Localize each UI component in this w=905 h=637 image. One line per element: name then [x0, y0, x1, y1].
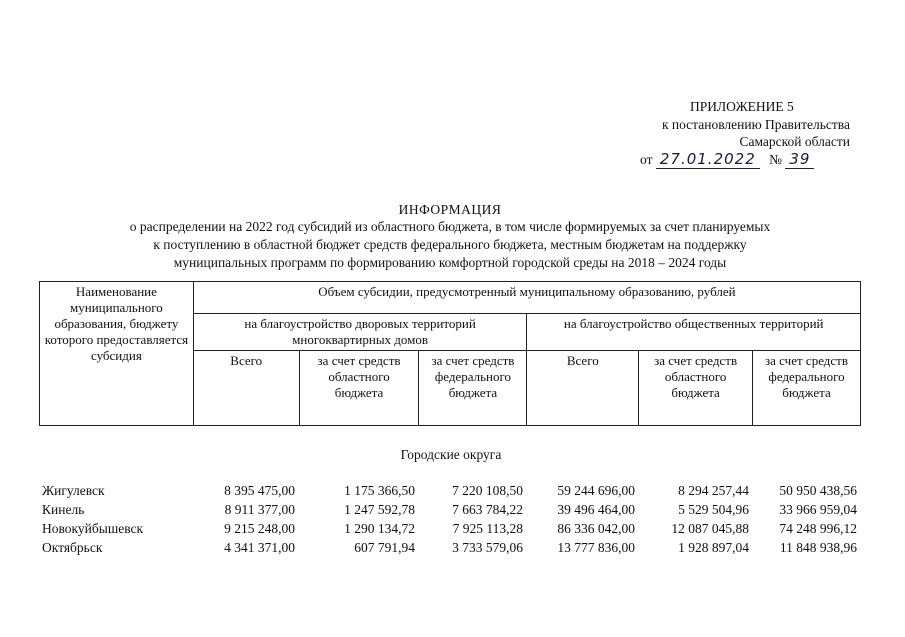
- handwritten-number: 39: [785, 150, 814, 169]
- municipality-name: Новокуйбышевск: [42, 521, 144, 536]
- appendix-resolution-line: к постановлению Правительства: [661, 117, 850, 132]
- amount-cell: 7 663 784,22: [452, 502, 523, 517]
- amount-cell: 86 336 042,00: [557, 521, 635, 536]
- amount-cell: 11 848 938,96: [779, 540, 857, 555]
- section-title: Городские округа: [400, 447, 502, 462]
- col-header-total: Всего: [527, 351, 639, 426]
- document-subtitle: [40, 218, 860, 272]
- amount-cell: 607 791,94: [354, 540, 415, 555]
- amount-cell: 8 911 377,00: [224, 502, 295, 517]
- amount-cell: 59 244 696,00: [557, 483, 635, 498]
- municipality-name: Кинель: [42, 502, 85, 517]
- data-table: [39, 481, 861, 557]
- amount-cell: 5 529 504,96: [678, 502, 749, 517]
- appendix-region-line: Самарской области: [739, 134, 850, 149]
- amount-cell: 74 248 996,12: [779, 521, 857, 536]
- col-header-regional: за счет средств областного бюджета: [299, 351, 419, 426]
- amount-cell: 7 925 113,28: [452, 521, 523, 536]
- subtitle-line: муниципальных программ по формированию комфортной городской среды на 2018 – 2024 годы: [173, 255, 727, 270]
- amount-cell: 50 950 438,56: [779, 483, 857, 498]
- table-row: [39, 538, 861, 557]
- amount-cell: 33 966 959,04: [779, 502, 857, 517]
- table-row: [39, 519, 861, 538]
- amount-cell: 1 928 897,04: [678, 540, 749, 555]
- amount-cell: 1 175 366,50: [344, 483, 415, 498]
- appendix-title: ПРИЛОЖЕНИЕ 5: [690, 99, 794, 114]
- municipality-name: Октябрьск: [42, 540, 103, 555]
- col-header-courtyards: на благоустройство дворовых территорий многоквартирных домов: [193, 314, 527, 351]
- col-header-public-areas: на благоустройство общественных территорий: [527, 314, 861, 351]
- col-header-total: Всего: [193, 351, 299, 426]
- amount-cell: 7 220 108,50: [452, 483, 523, 498]
- amount-cell: 1 290 134,72: [344, 521, 415, 536]
- amount-cell: 8 395 475,00: [224, 483, 295, 498]
- subtitle-line: к поступлению в областной бюджет средств федерального бюджета, местным бюджетам на поддержку: [153, 237, 747, 252]
- amount-cell: 1 247 592,78: [344, 502, 415, 517]
- appendix-date-line: [640, 150, 880, 169]
- amount-cell: 3 733 579,06: [452, 540, 523, 555]
- handwritten-date: 27.01.2022: [656, 150, 760, 169]
- col-header-volume: Объем субсидии, предусмотренный муниципальному образованию, рублей: [193, 282, 860, 314]
- amount-cell: 4 341 371,00: [224, 540, 295, 555]
- amount-cell: 39 496 464,00: [557, 502, 635, 517]
- amount-cell: 12 087 045,88: [671, 521, 749, 536]
- number-prefix: №: [769, 152, 783, 167]
- amount-cell: 13 777 836,00: [557, 540, 635, 555]
- table-row: [39, 481, 861, 500]
- table-row: [39, 500, 861, 519]
- col-header-name: Наименование муниципального образования, бюджету которого предоставляется субсидия: [40, 282, 194, 426]
- subtitle-line: о распределении на 2022 год субсидий из областного бюджета, в том числе формируемых за счет планируемых: [129, 219, 771, 234]
- document-title: ИНФОРМАЦИЯ: [398, 202, 502, 217]
- col-header-regional: за счет средств областного бюджета: [639, 351, 753, 426]
- col-header-federal: за счет средств федерального бюджета: [419, 351, 527, 426]
- amount-cell: 9 215 248,00: [224, 521, 295, 536]
- amount-cell: 8 294 257,44: [678, 483, 749, 498]
- col-header-federal: за счет средств федерального бюджета: [753, 351, 861, 426]
- date-prefix: от: [640, 152, 653, 167]
- header-table: [39, 281, 861, 426]
- municipality-name: Жигулевск: [42, 483, 105, 498]
